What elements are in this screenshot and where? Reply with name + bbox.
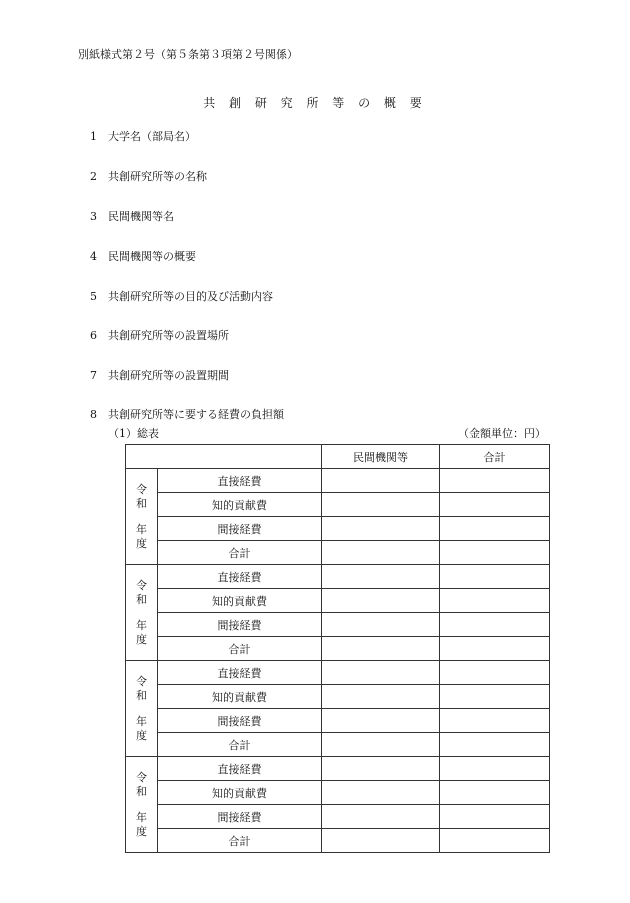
header-blank-cell	[126, 445, 322, 469]
section-cost-burden	[90, 406, 284, 422]
section-label: 共創研究所等の目的及び活動内容	[108, 290, 273, 303]
year-label-char: 和	[136, 784, 147, 798]
value-cell[interactable]	[322, 565, 440, 589]
fiscal-year-cell	[126, 469, 158, 565]
value-cell[interactable]	[322, 829, 440, 853]
year-label-char: 年	[136, 522, 147, 536]
row-label-intellectual-contribution: 知的貢献費	[158, 685, 322, 709]
value-cell[interactable]	[322, 637, 440, 661]
table-row	[126, 805, 550, 829]
value-cell[interactable]	[322, 613, 440, 637]
value-cell[interactable]	[440, 685, 550, 709]
table-row	[126, 685, 550, 709]
currency-unit-label: （金額単位：円）	[458, 427, 546, 440]
section-purpose	[90, 288, 273, 304]
table-row	[126, 637, 550, 661]
value-cell[interactable]	[322, 589, 440, 613]
section-number: 1	[90, 130, 97, 143]
value-cell[interactable]	[322, 733, 440, 757]
section-number: 6	[90, 329, 97, 342]
row-label-intellectual-contribution: 知的貢献費	[158, 589, 322, 613]
row-label-total: 合計	[158, 733, 322, 757]
year-label-char: 令	[136, 674, 147, 688]
row-label-indirect-costs: 間接経費	[158, 613, 322, 637]
value-cell[interactable]	[440, 757, 550, 781]
year-label-char: 令	[136, 482, 147, 496]
table-row	[126, 517, 550, 541]
value-cell[interactable]	[440, 637, 550, 661]
document-title: 共 創 研 究 所 等 の 概 要	[203, 96, 427, 110]
value-cell[interactable]	[440, 517, 550, 541]
row-label-direct-costs: 直接経費	[158, 469, 322, 493]
table-row	[126, 589, 550, 613]
section-lab-name	[90, 168, 207, 184]
fiscal-year-cell	[126, 661, 158, 757]
section-number: 8	[90, 408, 97, 421]
section-partner-overview	[90, 248, 196, 264]
value-cell[interactable]	[322, 517, 440, 541]
section-number: 3	[90, 210, 97, 223]
row-label-total: 合計	[158, 541, 322, 565]
row-label-total: 合計	[158, 637, 322, 661]
row-label-direct-costs: 直接経費	[158, 757, 322, 781]
year-label-char: 令	[136, 578, 147, 592]
value-cell[interactable]	[322, 685, 440, 709]
form-label: 別紙様式第２号（第５条第３項第２号関係）	[78, 48, 298, 61]
section-number: 5	[90, 290, 97, 303]
row-label-indirect-costs: 間接経費	[158, 709, 322, 733]
year-label-char: 和	[136, 496, 147, 510]
table-row	[126, 733, 550, 757]
row-label-total: 合計	[158, 829, 322, 853]
row-label-intellectual-contribution: 知的貢献費	[158, 781, 322, 805]
section-label: 共創研究所等の名称	[108, 170, 207, 183]
year-label-char: 度	[136, 728, 147, 742]
section-university	[90, 128, 196, 144]
section-number: 4	[90, 250, 97, 263]
value-cell[interactable]	[322, 805, 440, 829]
table-row	[126, 781, 550, 805]
section-label: 共創研究所等に要する経費の負担額	[108, 408, 284, 421]
value-cell[interactable]	[440, 469, 550, 493]
value-cell[interactable]	[322, 757, 440, 781]
value-cell[interactable]	[440, 565, 550, 589]
section-label: 民間機関等名	[108, 210, 174, 223]
cost-summary-table	[125, 444, 550, 853]
summary-subtitle: （1）総表	[108, 427, 159, 440]
table-row	[126, 565, 550, 589]
year-label-char: 年	[136, 618, 147, 632]
value-cell[interactable]	[440, 589, 550, 613]
section-number: 7	[90, 369, 97, 382]
year-label-char: 和	[136, 592, 147, 606]
table-row	[126, 757, 550, 781]
value-cell[interactable]	[440, 805, 550, 829]
table-row	[126, 493, 550, 517]
header-private-institutions: 民間機関等	[322, 445, 440, 469]
year-label-char: 度	[136, 824, 147, 838]
table-row	[126, 661, 550, 685]
year-label-char: 度	[136, 536, 147, 550]
value-cell[interactable]	[440, 829, 550, 853]
section-period	[90, 367, 229, 383]
year-label-char: 令	[136, 770, 147, 784]
section-location	[90, 327, 229, 343]
table-header-row	[126, 445, 550, 469]
row-label-indirect-costs: 間接経費	[158, 805, 322, 829]
section-number: 2	[90, 170, 97, 183]
row-label-direct-costs: 直接経費	[158, 565, 322, 589]
row-label-indirect-costs: 間接経費	[158, 517, 322, 541]
section-partner-name	[90, 208, 174, 224]
value-cell[interactable]	[322, 493, 440, 517]
year-label-char: 年	[136, 810, 147, 824]
value-cell[interactable]	[440, 613, 550, 637]
value-cell[interactable]	[322, 469, 440, 493]
value-cell[interactable]	[322, 541, 440, 565]
value-cell[interactable]	[440, 709, 550, 733]
row-label-intellectual-contribution: 知的貢献費	[158, 493, 322, 517]
header-total: 合計	[440, 445, 550, 469]
fiscal-year-cell	[126, 565, 158, 661]
year-label-char: 年	[136, 714, 147, 728]
value-cell[interactable]	[322, 661, 440, 685]
value-cell[interactable]	[322, 781, 440, 805]
value-cell[interactable]	[440, 733, 550, 757]
fiscal-year-cell	[126, 757, 158, 853]
table-row	[126, 829, 550, 853]
value-cell[interactable]	[440, 493, 550, 517]
table-row	[126, 613, 550, 637]
table-row	[126, 541, 550, 565]
year-label-char: 度	[136, 632, 147, 646]
value-cell[interactable]	[440, 541, 550, 565]
section-label: 民間機関等の概要	[108, 250, 196, 263]
section-label: 共創研究所等の設置場所	[108, 329, 229, 342]
section-label: 共創研究所等の設置期間	[108, 369, 229, 382]
value-cell[interactable]	[440, 661, 550, 685]
table-row	[126, 709, 550, 733]
table-row	[126, 469, 550, 493]
value-cell[interactable]	[440, 781, 550, 805]
value-cell[interactable]	[322, 709, 440, 733]
row-label-direct-costs: 直接経費	[158, 661, 322, 685]
section-label: 大学名（部局名）	[108, 130, 196, 143]
year-label-char: 和	[136, 688, 147, 702]
